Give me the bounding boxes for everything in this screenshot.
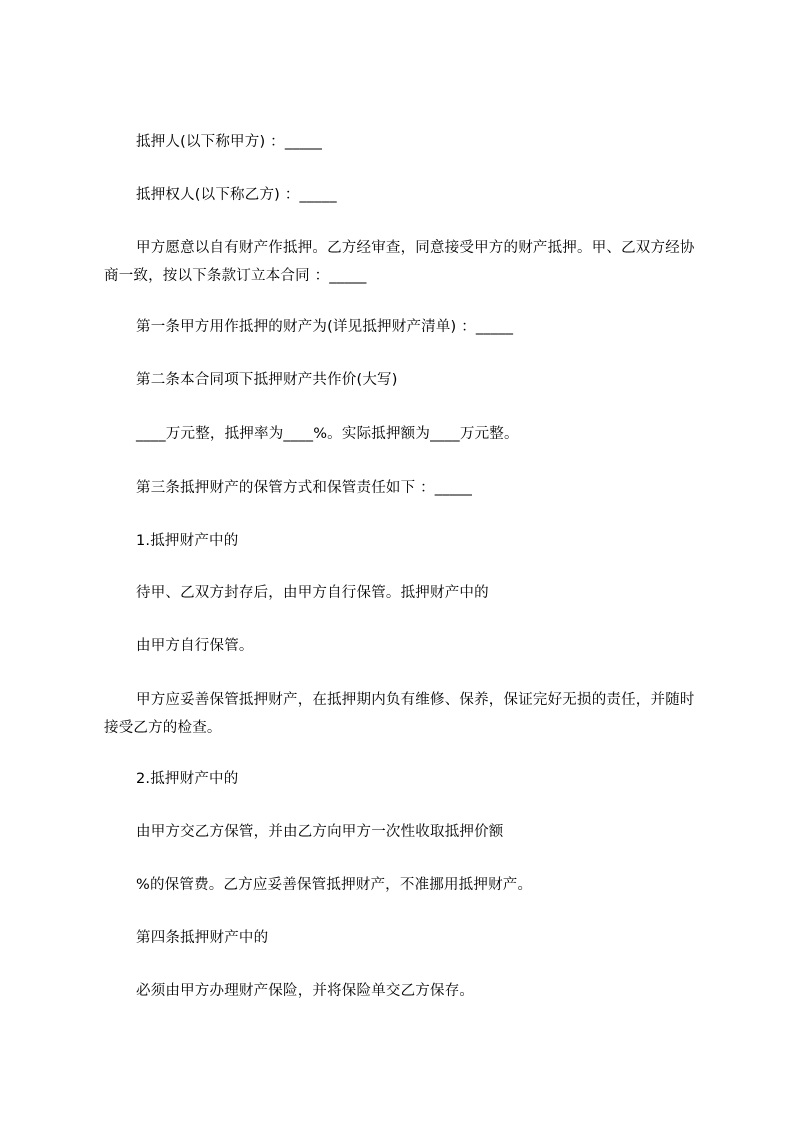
- pledgor-line: 抵押人(以下称甲方) ：_____: [136, 134, 323, 150]
- article-1: 第一条甲方用作抵押的财产为(详见抵押财产清单) ：_____: [136, 319, 514, 335]
- article-3-item-1-sealed: 待甲、乙双方封存后，由甲方自行保管。抵押财产中的: [136, 585, 489, 601]
- article-2: 第二条本合同项下抵押财产共作价(大写): [136, 372, 398, 388]
- article-2-amounts: ____万元整，抵押率为____%。实际抵押额为____万元整。: [136, 426, 519, 442]
- pledgee-line: 抵押权人(以下称乙方) ：_____: [136, 187, 337, 203]
- article-3-item-2: 2.抵押财产中的: [136, 771, 239, 787]
- article-3-item-2-transfer: 由甲方交乙方保管，并由乙方向甲方一次性收取抵押价额: [136, 824, 504, 840]
- article-3-item-1: 1.抵押财产中的: [136, 533, 239, 549]
- preamble-paragraph: 甲方愿意以自有财产作抵押。乙方经审查，同意接受甲方的财产抵押。甲、乙双方经协商一致，按以下条款订立本合同 ：_____: [104, 240, 695, 284]
- article-3-item-1-self-kept: 由甲方自行保管。: [136, 638, 254, 654]
- article-3: 第三条抵押财产的保管方式和保管责任如下 ：_____: [136, 480, 473, 496]
- article-3-item-2-fee: %的保管费。乙方应妥善保管抵押财产，不准挪用抵押财产。: [136, 877, 533, 893]
- article-4: 第四条抵押财产中的: [136, 930, 269, 946]
- custody-duty-paragraph: 甲方应妥善保管抵押财产，在抵押期内负有维修、保养，保证完好无损的责任，并随时接受乙方的检查。: [104, 692, 695, 736]
- article-4-insurance: 必须由甲方办理财产保险，并将保险单交乙方保存。: [136, 983, 475, 999]
